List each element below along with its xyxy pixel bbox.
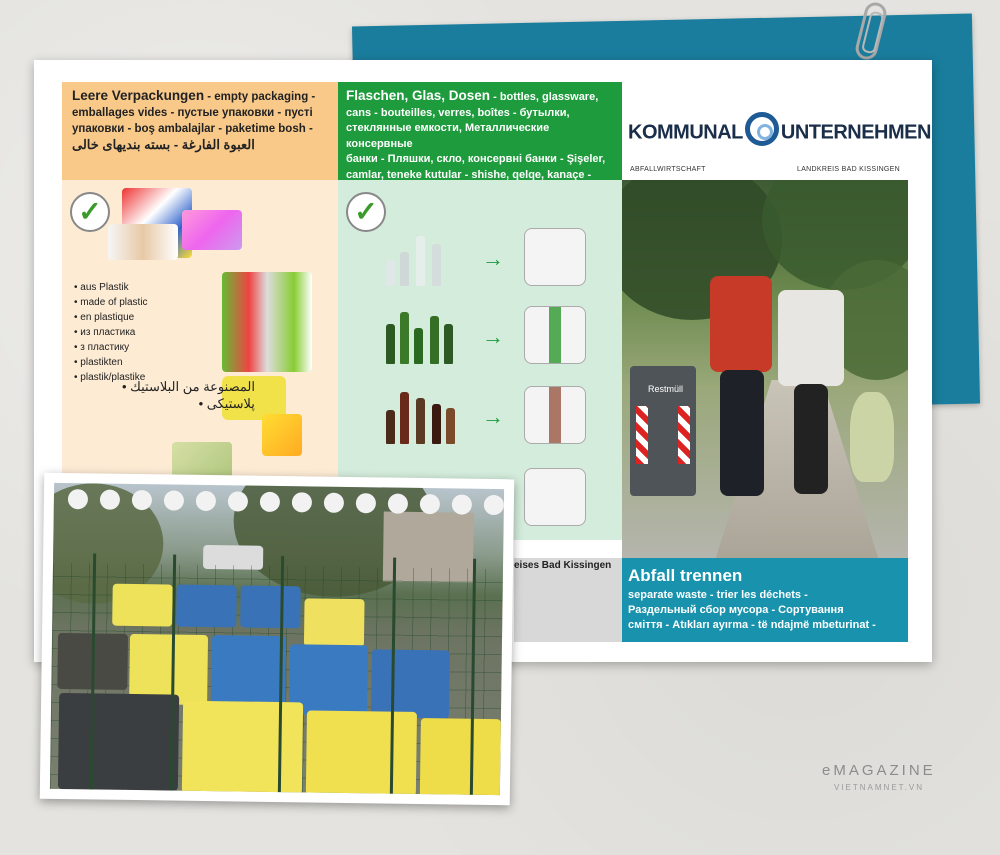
brown-bottles-image: [384, 390, 456, 444]
glass-title: Flaschen, Glas, Dosen: [346, 88, 491, 103]
list-item: • made of plastic: [74, 295, 148, 310]
waste-bins-photo-card: [40, 473, 515, 806]
white-glass-container-image: [524, 228, 586, 286]
plastic-subtitle-line: emballages vides - пустые упаковки - пусті: [72, 107, 313, 119]
plastic-subtitle-line: упаковки - boş ambalajlar - paketime bosh -: [72, 123, 313, 135]
yellow-bin: [304, 598, 365, 647]
checkmark-icon: ✓: [70, 192, 110, 232]
glass-row-clear: [384, 228, 604, 288]
blue-bin: [176, 585, 237, 628]
blue-bin: [371, 649, 450, 718]
glass-row-green: [384, 306, 604, 366]
black-bin: [58, 693, 179, 791]
watermark-title: eMAGAZINE: [822, 762, 936, 779]
arrow-right-icon: →: [482, 324, 504, 349]
yellow-bin: [112, 584, 173, 627]
logo-ring-icon: [745, 112, 779, 146]
logo-subtitle-left: ABFALLWIRTSCHAFT: [630, 166, 706, 173]
watermark-subtitle: VIETNAMNET.VN: [834, 783, 925, 792]
woman-white-sweater: [778, 290, 844, 386]
clear-bottles-image: [384, 232, 456, 286]
plastic-bullet-list-rtl: [122, 378, 255, 412]
logo-left-text: KOMMUNAL: [628, 121, 743, 144]
green-bottles-image: [384, 310, 456, 364]
yellow-sack-image: [850, 392, 894, 482]
yellow-bin: [420, 718, 501, 795]
banner-subtitle: [628, 588, 902, 633]
waste-bins-photo: [50, 483, 504, 795]
woman-trousers: [794, 384, 828, 494]
logo-right-text: UNTERNEHMEN: [780, 121, 931, 144]
drink-cartons-image: [222, 272, 312, 372]
man-trousers: [720, 370, 764, 496]
plastic-bullet-list: [74, 280, 148, 385]
plastic-title: Leere Verpackungen: [72, 88, 205, 103]
brown-glass-container-image: [524, 386, 586, 444]
plastic-subtitle-line: - empty packaging -: [204, 91, 316, 103]
banner-title: Abfall trennen: [628, 566, 743, 585]
blue-bin: [240, 585, 301, 628]
list-item: • aus Plastik: [74, 280, 148, 295]
logo-wordmark: [628, 120, 931, 146]
list-item: • plastikten: [74, 355, 148, 370]
glass-subtitle-line: - bottles, glassware,: [490, 91, 599, 103]
banner-subtitle-line: Раздельный сбор мусора - Сортування: [628, 604, 844, 616]
list-item: • en plastique: [74, 310, 148, 325]
green-glass-container-image: [524, 306, 586, 364]
snack-bags-image: [182, 210, 242, 250]
arrow-right-icon: →: [482, 246, 504, 271]
arrow-right-icon: →: [482, 404, 504, 429]
banner-subtitle-line: сміття - Atıkları ayırma - të ndajmë mbeturinat -: [628, 619, 876, 631]
separate-waste-banner: [622, 558, 908, 642]
glass-subtitle-line: camlar, teneke kutular - shishe, qelqe, kanaçe -: [346, 168, 592, 181]
glass-row-brown: [384, 386, 604, 446]
glass-subtitle-line: стеклянные емкости, Металлические консервные: [346, 122, 550, 150]
logo-subtitle-right: LANDKREIS BAD KISSINGEN: [797, 166, 900, 173]
list-item: • из пластика: [74, 325, 148, 340]
glass-header: [338, 82, 622, 180]
caption-text: eises Bad Kissingen: [514, 560, 612, 571]
banner-subtitle-line: separate waste - trier les déchets -: [628, 589, 808, 601]
residual-waste-bin-image: [630, 366, 696, 496]
plastic-bag-image: [262, 414, 302, 456]
plastic-header: [62, 82, 338, 180]
checkmark-icon: ✓: [346, 192, 386, 232]
list-item: پلاستیکی •: [122, 395, 255, 412]
can-container-image: [524, 468, 586, 526]
list-item: • з пластику: [74, 340, 148, 355]
couple-walking-photo: [622, 180, 908, 558]
glass-subtitle-line: банки - Пляшки, скло, консервні банки - Şişeler,: [346, 153, 606, 165]
company-logo: [622, 82, 931, 180]
yellow-bin: [306, 710, 417, 795]
man-red-jacket: [710, 276, 772, 372]
list-item: المصنوعة من البلاستيك •: [122, 378, 255, 395]
blue-bin: [211, 635, 286, 706]
list-item: • plastik/plastike: [74, 370, 148, 385]
yogurt-cups-image: [108, 224, 178, 260]
plastic-arabic-line: العبوة الفارغة - بسته بندیهای خالی: [72, 137, 255, 152]
bin-label: Restmüll: [648, 384, 684, 394]
glass-subtitle-line: cans - bouteilles, verres, boîtes - бутылки,: [346, 106, 570, 119]
yellow-bin: [182, 701, 303, 795]
